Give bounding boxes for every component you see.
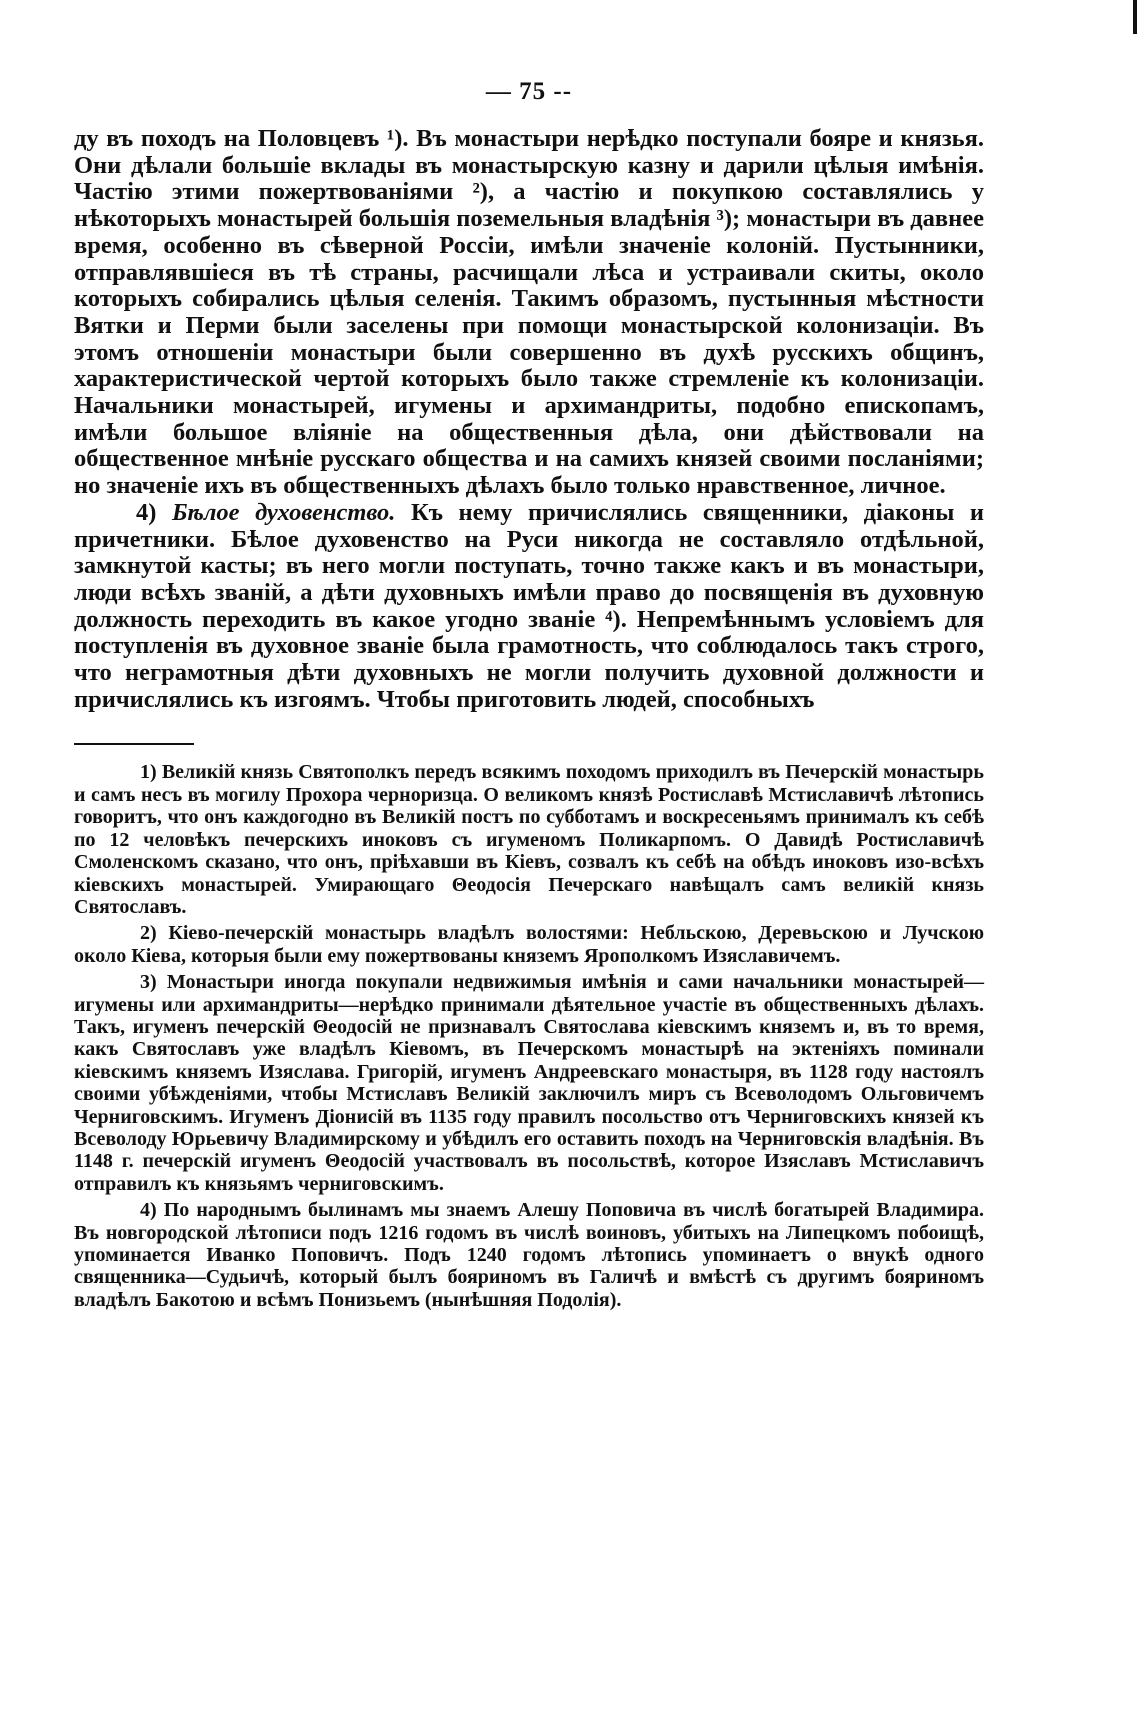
paragraph-2-text: Къ нему причислялись священники, діаконы и причетники. Бѣлое духовенство на Руси никогда не составляло отдѣльной, замкнутой касты; въ него могли поступать, точно также какъ и въ монастыри, люди всѣхъ званій, а дѣти духовныхъ имѣли право до посвященія въ духовную должность переходить въ какое угодно званіе ⁴). Непремѣннымъ условіемъ для поступленія въ духовное званіе была грамотность, что соблюдалось такъ строго, что неграмотныя дѣти духовныхъ не могли получить духовной должности и причислялись къ изгоямъ. Чтобы приготовить людей, способныхъ (74, 498, 985, 713)
footnote-3: 3) Монастыри иногда покупали недвижимыя имѣнія и сами начальники монастырей—игумены или архимандриты—нерѣдко принимали дѣятельное участіе въ общественныхъ дѣлахъ. Такъ, игуменъ печерскій Θеодосій не признавалъ Святослава кіевскимъ княземъ и, въ то время, какъ Святославъ уже владѣлъ Кіевомъ, въ Печерскомъ монастырѣ на эктеніяхъ поминали кіевскимъ княземъ Изяслава. Григорій, игуменъ Андреевскаго монастыря, въ 1128 году настоялъ своими убѣжденіями, чтобы Мстиславъ Великій заключилъ миръ съ Всеволодомъ Ольговичемъ Черниговскимъ. Игуменъ Діонисій въ 1135 году правилъ посольство отъ Черниговскихъ князей къ Всеволоду Юрьевичу Владимирскому и убѣдилъ его оставить походъ на Черниговскія владѣнія. Въ 1148 г. печерскій игуменъ Θеодосій участвовалъ въ посольствѣ, которое Изяславъ Мстиславичъ отправилъ къ князьямъ черниговскимъ. (74, 971, 984, 1195)
page-number: — 75 -- (485, 78, 573, 105)
footnote-1: 1) Великій князь Святополкъ передъ всякимъ походомъ приходилъ въ Печерскій монастырь и самъ несъ въ могилу Прохора черноризца. О великомъ князѣ Ростиславѣ Мстиславичѣ лѣтопись говоритъ, что онъ каждогодно въ Великій постъ по субботамъ и воскресеньямъ принималъ къ себѣ по 12 человѣкъ печерскихъ иноковъ съ игуменомъ Поликарпомъ. О Давидѣ Ростиславичѣ Смоленскомъ сказано, что онъ, пріѣхавши въ Кіевъ, созвалъ къ себѣ на обѣдъ иноковъ изо-всѣхъ кіевскихъ монастырей. Умирающаго Θеодосія Печерскаго навѣщалъ самъ великій князь Святославъ. (74, 761, 984, 918)
footnote-4: 4) По народнымъ былинамъ мы знаемъ Алешу Поповича въ числѣ богатырей Владимира. Въ новгородской лѣтописи подъ 1216 годомъ въ числѣ воиновъ, убитыхъ на Липецкомъ побоищѣ, упоминается Иванко Поповичъ. Подъ 1240 годомъ лѣтопись упоминаетъ о внукѣ одного священника—Судьичѣ, который былъ бояриномъ въ Галичѣ и вмѣстѣ съ другимъ бояриномъ владѣлъ Бакотою и всѣмъ Понизьемъ (нынѣшняя Подолія). (74, 1199, 984, 1311)
page-edge-mark (1133, 0, 1137, 34)
footnote-2: 2) Кіево-печерскій монастырь владѣлъ волостями: Небльскою, Деревьскою и Лучскою около Кіева, которыя были ему пожертвованы княземъ Ярополкомъ Изяславичемъ. (74, 922, 984, 967)
main-text (74, 126, 984, 713)
paragraph-2-number: 4) (136, 498, 157, 526)
paragraph-2 (74, 500, 984, 714)
footnote-divider (74, 743, 194, 745)
section-heading-white-clergy: Бѣлое духовенство. (171, 498, 396, 526)
document-page (74, 78, 984, 1315)
footnotes (74, 761, 984, 1311)
paragraph-1: ду въ походъ на Половцевъ ¹). Въ монастыри нерѣдко поступали бояре и князья. Они дѣлали большіе вклады въ монастырскую казну и дарили цѣлыя имѣнія. Частію этими пожертвованіями ²), а частію и покупкою составлялись у нѣкоторыхъ монастырей большія поземельныя владѣнія ³); монастыри въ давнее время, особенно въ сѣверной Россіи, имѣли значеніе колоній. Пустынники, отправлявшіеся въ тѣ страны, расчищали лѣса и устраивали скиты, около которыхъ собирались цѣлыя селенія. Такимъ образомъ, пустынныя мѣстности Вятки и Перми были заселены при помощи монастырской колонизаціи. Въ этомъ отношеніи монастыри были совершенно въ духѣ русскихъ общинъ, характеристической чертой которыхъ было также стремленіе къ колонизаціи. Начальники монастырей, игумены и архимандриты, подобно епископамъ, имѣли большое вліяніе на общественныя дѣла, они дѣйствовали на общественное мнѣніе русскаго общества и на самихъ князей своими посланіями; но значеніе ихъ въ общественныхъ дѣлахъ было только нравственное, личное. (74, 125, 984, 500)
